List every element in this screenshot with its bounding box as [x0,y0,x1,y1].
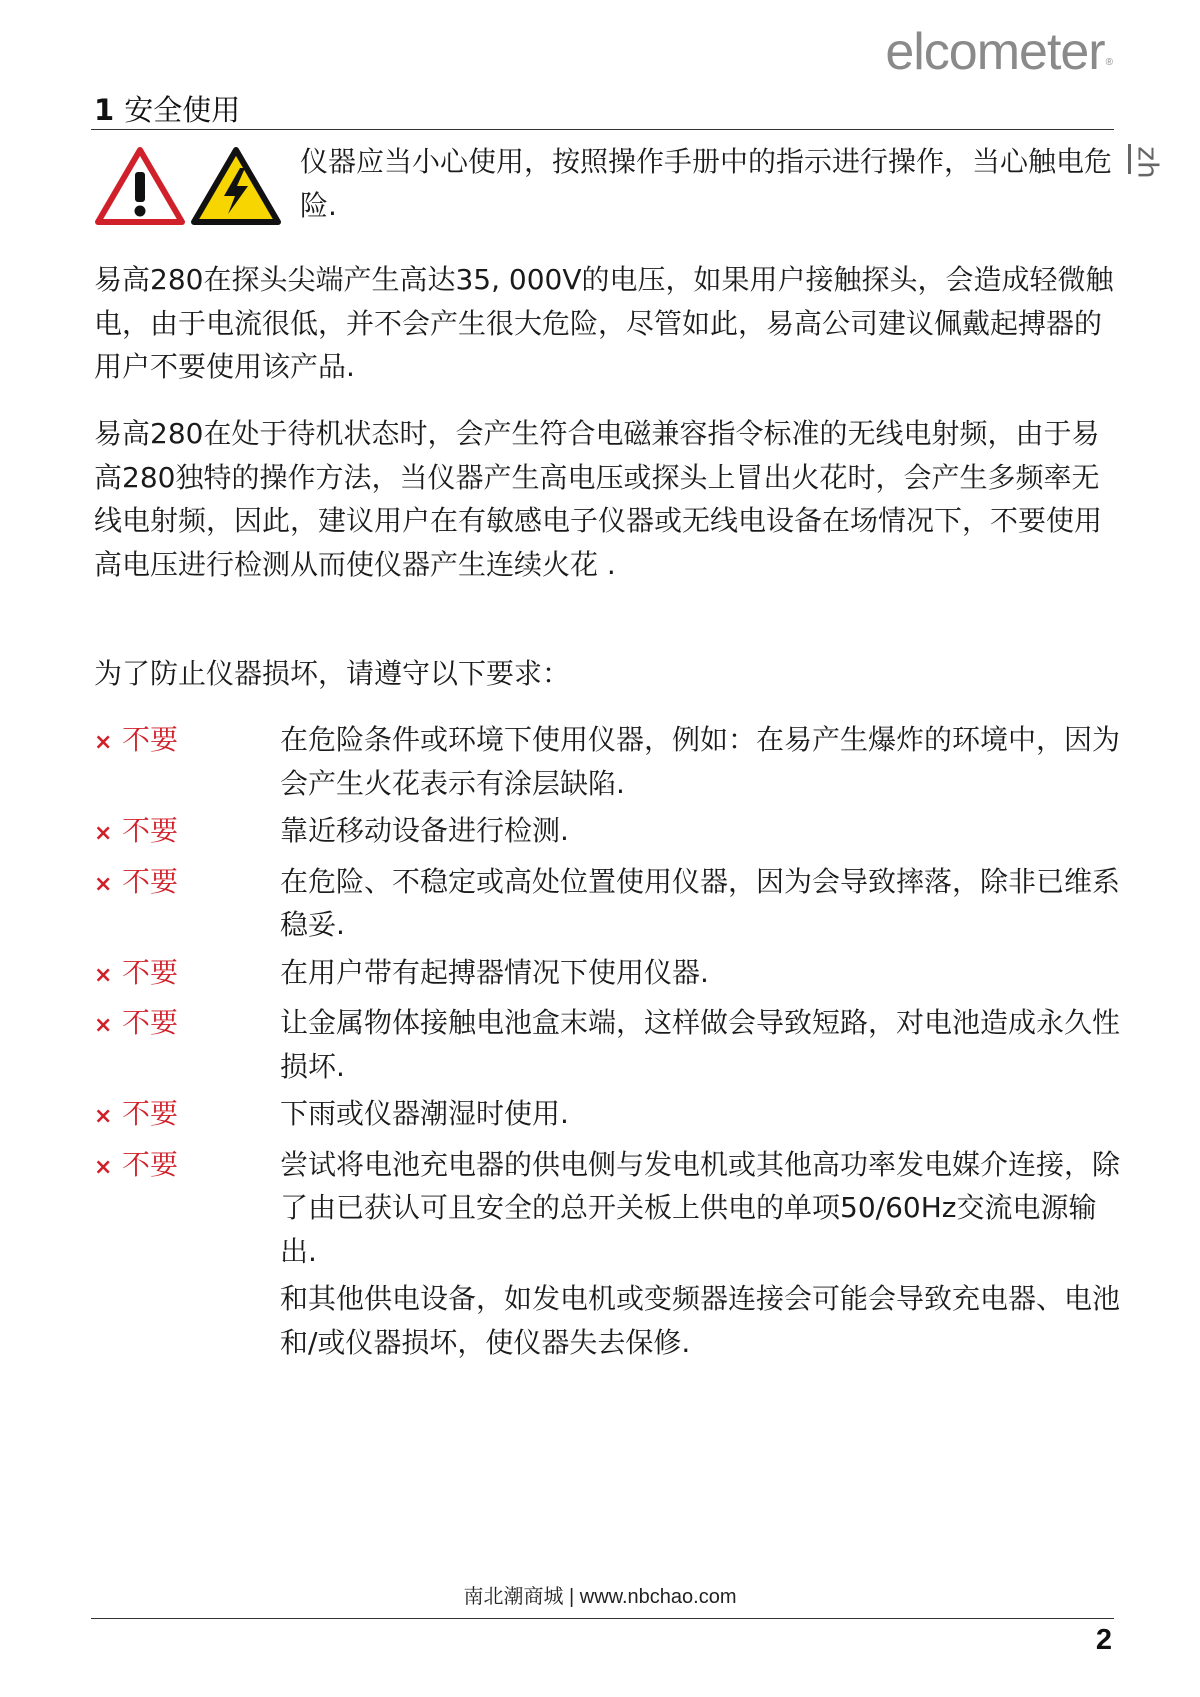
cross-icon: × [94,821,113,846]
language-code: zh [1131,146,1165,179]
footer-divider [91,1618,1114,1619]
list-item [94,1092,1124,1139]
brand-logo [885,22,1112,82]
language-tab-bar [1128,144,1131,174]
paragraph-radio-frequency: 易高280在处于待机状态时，会产生符合电磁兼容指令标准的无线电射频，由于易高280独特的操作方法，当仪器产生高电压或探头上冒出火花时，会产生多频率无线电射频，因此，建议用户在有敏感电子仪器或无线电设备在场情况下，不要使用高电压进行检测从而使仪器产生连续火花 . [94,417,1103,581]
section-heading [94,88,240,129]
list-item [94,718,1124,805]
dont-text-main: 尝试将电池充电器的供电侧与发电机或其他高功率发电媒介连接，除了由已获认可且安全的总开关板上供电的单项50/60Hz交流电源输出. [280,1147,1121,1268]
section-title: 安全使用 [124,93,241,127]
list-item [94,1001,1124,1088]
dont-label: × 不要 [94,1143,280,1365]
dont-label: × 不要 [94,1001,280,1088]
list-item [94,860,1124,947]
dont-label: × 不要 [94,860,280,947]
list-item [94,1143,1124,1365]
dont-text [280,1143,1124,1365]
cross-icon: × [94,1154,113,1180]
warning-icons [94,146,284,226]
dont-label: × 不要 [94,1092,280,1139]
cross-icon: × [94,871,113,897]
cross-icon: × [94,730,113,755]
cross-icon: × [94,962,113,988]
dont-text: 靠近移动设备进行检测. [280,814,569,847]
dont-text: 在用户带有起搏器情况下使用仪器. [280,955,709,989]
dont-label: × 不要 [94,809,280,856]
brand-registered-mark: ® [1105,57,1112,68]
language-tab [1128,144,1168,192]
paragraph-damage-prevention: 为了防止仪器损坏，请遵守以下要求： [94,657,571,690]
cross-icon: × [94,1013,113,1038]
paragraph-high-voltage: 易高280在探头尖端产生高达35, 000V的电压，如果用户接触探头，会造成轻微触电，由于电流很低，并不会产生很大危险，尽管如此，易高公司建议佩戴起搏器的用户不要使用该产品. [94,263,1114,383]
footer-source: 南北潮商城 | www.nbchao.com [463,1586,737,1608]
list-item [94,809,1124,856]
electric-shock-warning: 仪器应当小心使用，按照操作手册中的指示进行操作，当心触电危险. [300,145,1113,222]
brand-name: elcometer [885,23,1105,81]
page-number: 2 [1095,1624,1112,1656]
dont-label: × 不要 [94,718,280,805]
dont-text: 在危险、不稳定或高处位置使用仪器，因为会导致摔落，除非已维系稳妥. [280,864,1121,941]
header-divider [91,129,1114,130]
dont-text: 在危险条件或环境下使用仪器，例如：在易产生爆炸的环境中，因为会产生火花表示有涂层缺陷. [280,723,1121,800]
dont-list [94,718,1124,1368]
list-item [94,951,1124,998]
dont-text: 下雨或仪器潮湿时使用. [280,1097,569,1130]
section-number: 1 [94,93,115,127]
high-voltage-icon [190,146,282,226]
dont-text: 让金属物体接触电池盒末端，这样做会导致短路，对电池造成永久性损坏. [280,1006,1121,1083]
warning-exclamation-icon [94,146,186,226]
dont-label: × 不要 [94,951,280,998]
dont-text-note: 和其他供电设备，如发电机或变频器连接会可能会导致充电器、电池和/或仪器损坏，使仪器失去保修. [280,1282,1121,1359]
cross-icon: × [94,1104,113,1129]
